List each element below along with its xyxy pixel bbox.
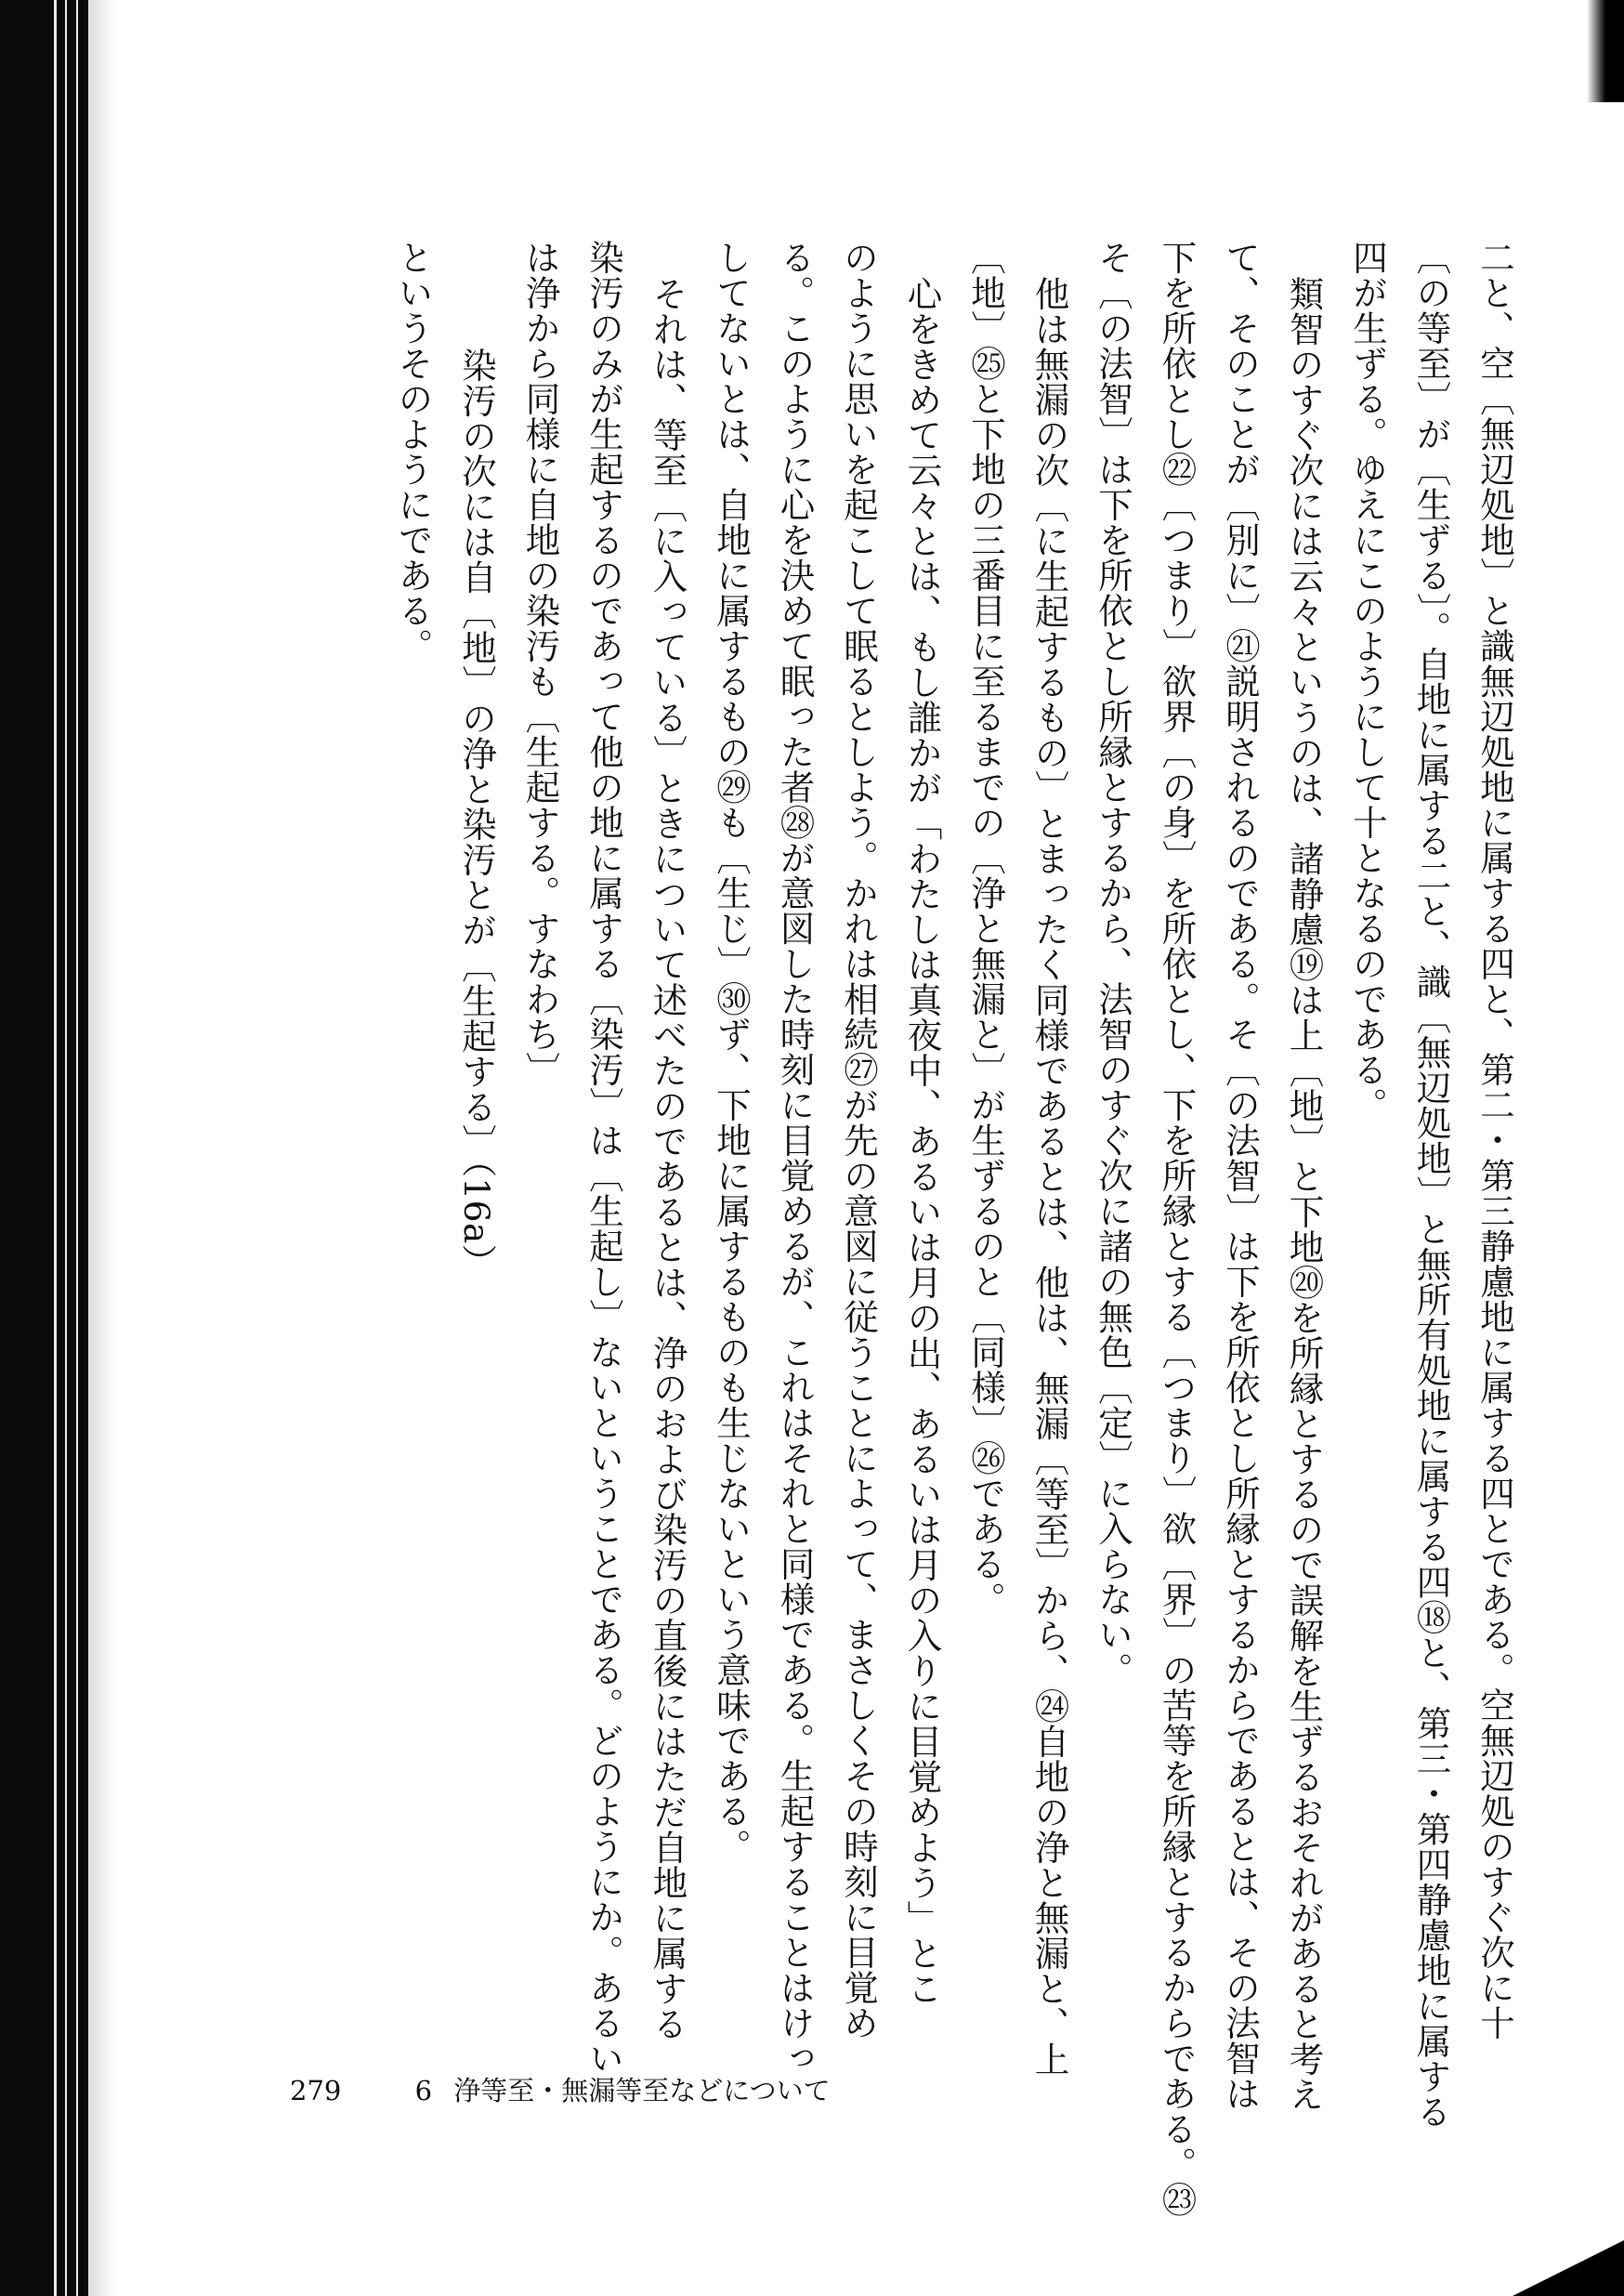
scan-corner-shadow [1587,0,1624,102]
text-line: 〔の等至〕が〔生ずる〕。自地に属する二と、識〔無辺処地〕と無所有処地に属する四⑱と、第三・第四静慮地に属する [1410,240,1452,2130]
text-line: それは、等至〔に入っている〕ときについて述べたのであるとは、浄のおよび染汚の直後にはただ自地に属する [647,276,688,2042]
text-line: 〔地〕㉕と下地の三番目に至るまでの〔浄と無漏と〕が生ずるのと〔同様〕㉖である。 [965,240,1006,1617]
text-line: のように思いを起こして眠るとしよう。かれは相続㉗が先の意図に従うことによって、まさしくその時刻に目覚め [838,240,879,2040]
text-line: してないとは、自地に属するもの㉙も〔生じ〕㉚ず、下地に属するものも生じないという意味である。 [711,240,752,1864]
text-line: 染汚のみが生起するのであって他の地に属する〔染汚〕は〔生起し〕ないということである。どのようにか。あるい [583,240,624,2076]
text-line: というそのようにである。 [392,240,434,663]
text-line: 他は無漏の次〔に生起するもの〕とまったく同様であるとは、他は、無漏〔等至〕から、㉔自地の浄と無漏と、上 [1028,276,1070,2078]
running-head-chapter-title: 浄等至・無漏等至などについて [453,2075,831,2106]
page-curvature-shadow [88,0,116,2296]
chapter-number: 6 [414,2075,433,2106]
text-line: 下を所依とし㉒〔つまり〕欲界〔の身〕を所依とし、下を所縁とする〔つまり〕欲〔界〕の苦等を所縁とするからである。㉓ [1156,240,1198,2217]
page-stack-line [54,0,57,2296]
scan-corner-shadow [1513,2240,1624,2296]
text-line: 類智のすぐ次には云々というのは、諸静慮⑲は上〔地〕と下地⑳を所縁とするので誤解を生ずるおそれがあると考え [1283,276,1325,2113]
text-line: 心をきめて云々とは、もし誰かが「わたしは真夜中、あるいは月の出、あるいは月の入りに目覚めよう」とこ [901,276,943,2007]
page-stack-line [76,0,78,2296]
text-line: そ〔の法智〕は下を所依とし所縁とするから、法智のすぐ次に諸の無色〔定〕に入らない。 [1093,240,1133,1687]
page-footer [290,2070,831,2117]
text-line: る。このように心を決めて眠った者㉘が意図した時刻に目覚めるが、これはそれと同様である。生起することはけっ [774,240,816,2076]
text-line: は浄から同様に自地の染汚も〔生起する。すなわち〕 [519,240,561,1087]
page-number: 279 [290,2075,342,2106]
book-spine-edge [0,0,88,2296]
page-stack-line [65,0,67,2296]
text-line: 二と、空〔無辺処地〕と識無辺処地に属する四と、第二・第三静慮地に属する四とである。空無辺処のすぐ次に十 [1474,240,1515,2040]
text-line: 四が生ずる。ゆえにこのようにして十となるのである。 [1347,240,1388,1122]
text-line: て、そのことが〔別に〕㉑説明されるのである。そ〔の法智〕は下を所依とし所縁とするからであるとは、その法智は [1220,240,1261,2111]
verse-line: 染汚の次には自〔地〕の浄と染汚とが〔生起する〕（16a） [456,348,497,1280]
